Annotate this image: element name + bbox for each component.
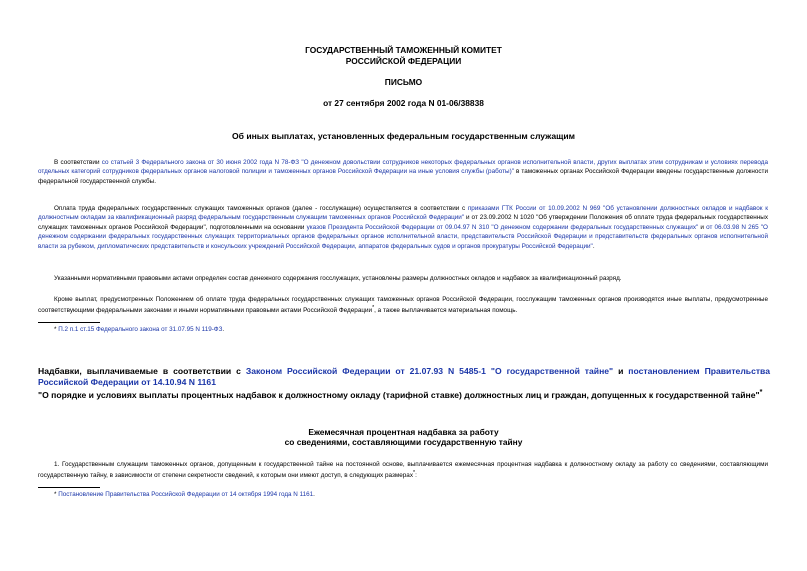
decree-265-link[interactable]: от 06.03.98 N 265 "О денежном содержании федеральных государственных служащих территориальных органов федеральных органов исполнительной власти, представительств Российской Федерации и представительств федеральных органов исполнительной власти за рубежом, дипломатических представительств и консульских учреждений Российской Федерации, аппаратов федеральных судов и органов прокуратуры Российской Федерации": [38, 223, 768, 250]
paragraph-3: [38, 274, 768, 283]
doc-title: Об иных выплатах, установленных федеральным государственным служащим: [231, 131, 576, 141]
para2-text-2: и от 23.09.2002 N 1020 "Об утверждении Положения об оплате труда федеральных государственных служащих таможенных органов Российской Федерации", подготовленными на основании: [38, 214, 768, 231]
para5-text-2: :: [415, 472, 417, 480]
footnote-divider-2: [38, 487, 100, 488]
org-line2: РОССИЙСКОЙ ФЕДЕРАЦИИ: [345, 56, 462, 66]
doc-type: ПИСЬМО: [384, 77, 423, 87]
para1-text-1: В соответствии: [54, 159, 102, 166]
paragraph-4: [38, 295, 768, 316]
footnote1-mark: *: [54, 326, 59, 333]
subsection-line2: со сведениями, составляющими государственную тайну: [284, 437, 523, 447]
para2-text-4: .: [592, 242, 595, 250]
resolution-1161-link[interactable]: постановлением Правительства Российской Федерации от 14.10.94 N 1161: [38, 366, 771, 387]
law-5485-1-link[interactable]: Законом Российской Федерации от 21.07.93 N 5485-1 "О государственной тайне": [245, 366, 614, 376]
footnote2-end: .: [313, 491, 315, 498]
paragraph-1: [38, 158, 768, 186]
para2-text-3: и: [698, 223, 707, 231]
para4-text-1: Кроме выплат, предусмотренных Положением об оплате труда федеральных государственных служащих таможенных органов Российской Федерации, госслужащим таможенных органов производятся иные выплаты, предусмотренные соответствующими федеральными законами и иными нормативными правовыми актами Российской Федерации: [38, 296, 768, 315]
subsection-line1: Ежемесячная процентная надбавка за работу: [308, 427, 499, 437]
law-119fz-link[interactable]: П.2 п.1 ст.15 Федерального закона от 31.07.95 N 119-ФЗ: [58, 326, 223, 333]
para1-text-2: в таможенных органах Российской Федерации введены государственные должности федеральной государственной службы.: [38, 168, 768, 185]
paragraph-5: [38, 460, 768, 481]
section-heading: [38, 366, 770, 401]
footnote-mark[interactable]: *: [372, 305, 375, 312]
footnote-2: [54, 490, 315, 499]
paragraph-2: [38, 204, 768, 251]
footnote2-mark: *: [54, 491, 59, 498]
para5-footnote-mark[interactable]: *: [413, 470, 416, 477]
para5-text-1: 1. Государственным служащим таможенных органов, допущенным к государственной тайне на постоянной основе, выплачивается ежемесячная процентная надбавка к должностному окладу за работу со сведениями, составляющими государственную тайну, в зависимости от степени секретности сведений, к которым они имеют доступ, в следующих размерах: [38, 461, 768, 480]
section-text-1: Надбавки, выплачиваемые в соответствии с: [38, 366, 246, 376]
footnote1-end: .: [222, 326, 225, 333]
section-text-2: и: [613, 366, 629, 376]
section-resolution-title: "О порядке и условиях выплаты процентных надбавок к должностному окладу (тарифной ставке) должностных лиц и граждан, допущенных к государственной тайне": [38, 390, 760, 401]
decree-310-link[interactable]: указов Президента Российской Федерации от 09.04.97 N 310 "О денежном содержании федеральных государственных служащих": [306, 223, 699, 231]
doc-date: от 27 сентября 2002 года N 01-06/38838: [323, 98, 484, 108]
para3-text: Указанными нормативными правовыми актами определен состав денежного содержания госслужащих, установлены размеры должностных окладов и надбавок за квалификационный разряд.: [54, 275, 622, 282]
section-footnote-mark[interactable]: *: [759, 388, 763, 397]
law-78fz-link[interactable]: со статьей 3 Федерального закона от 30 июня 2002 года N 78-ФЗ "О денежном довольствии сотрудников некоторых федеральных органов исполнительной власти, других выплатах этим сотрудникам и условиях перевода отдельных категорий сотрудников федеральных органов налоговой полиции и таможенных органов Российской Федерации на иные условия службы (работы)": [38, 159, 769, 176]
resolution-1161-footnote-link[interactable]: Постановление Правительства Российской Федерации от 14 октября 1994 года N 1161: [58, 491, 314, 498]
footnote-1: [54, 325, 224, 334]
para4-text-2: , а также выплачивается материальная помощь.: [374, 307, 518, 315]
org-line1: ГОСУДАРСТВЕННЫЙ ТАМОЖЕННЫЙ КОМИТЕТ: [305, 45, 502, 55]
para2-text-1: Оплата труда федеральных государственных служащих таможенных органов (далее - госслужащие) осуществляется в соответствии с: [54, 205, 468, 212]
footnote-divider: [38, 322, 100, 323]
order-969-link[interactable]: приказами ГТК России от 10.09.2002 N 969 "Об установлении должностных окладов и надбавок к должностным окладам за квалификационный разряд федеральным государственным служащим таможенных органов Российской Федерации": [38, 205, 769, 222]
